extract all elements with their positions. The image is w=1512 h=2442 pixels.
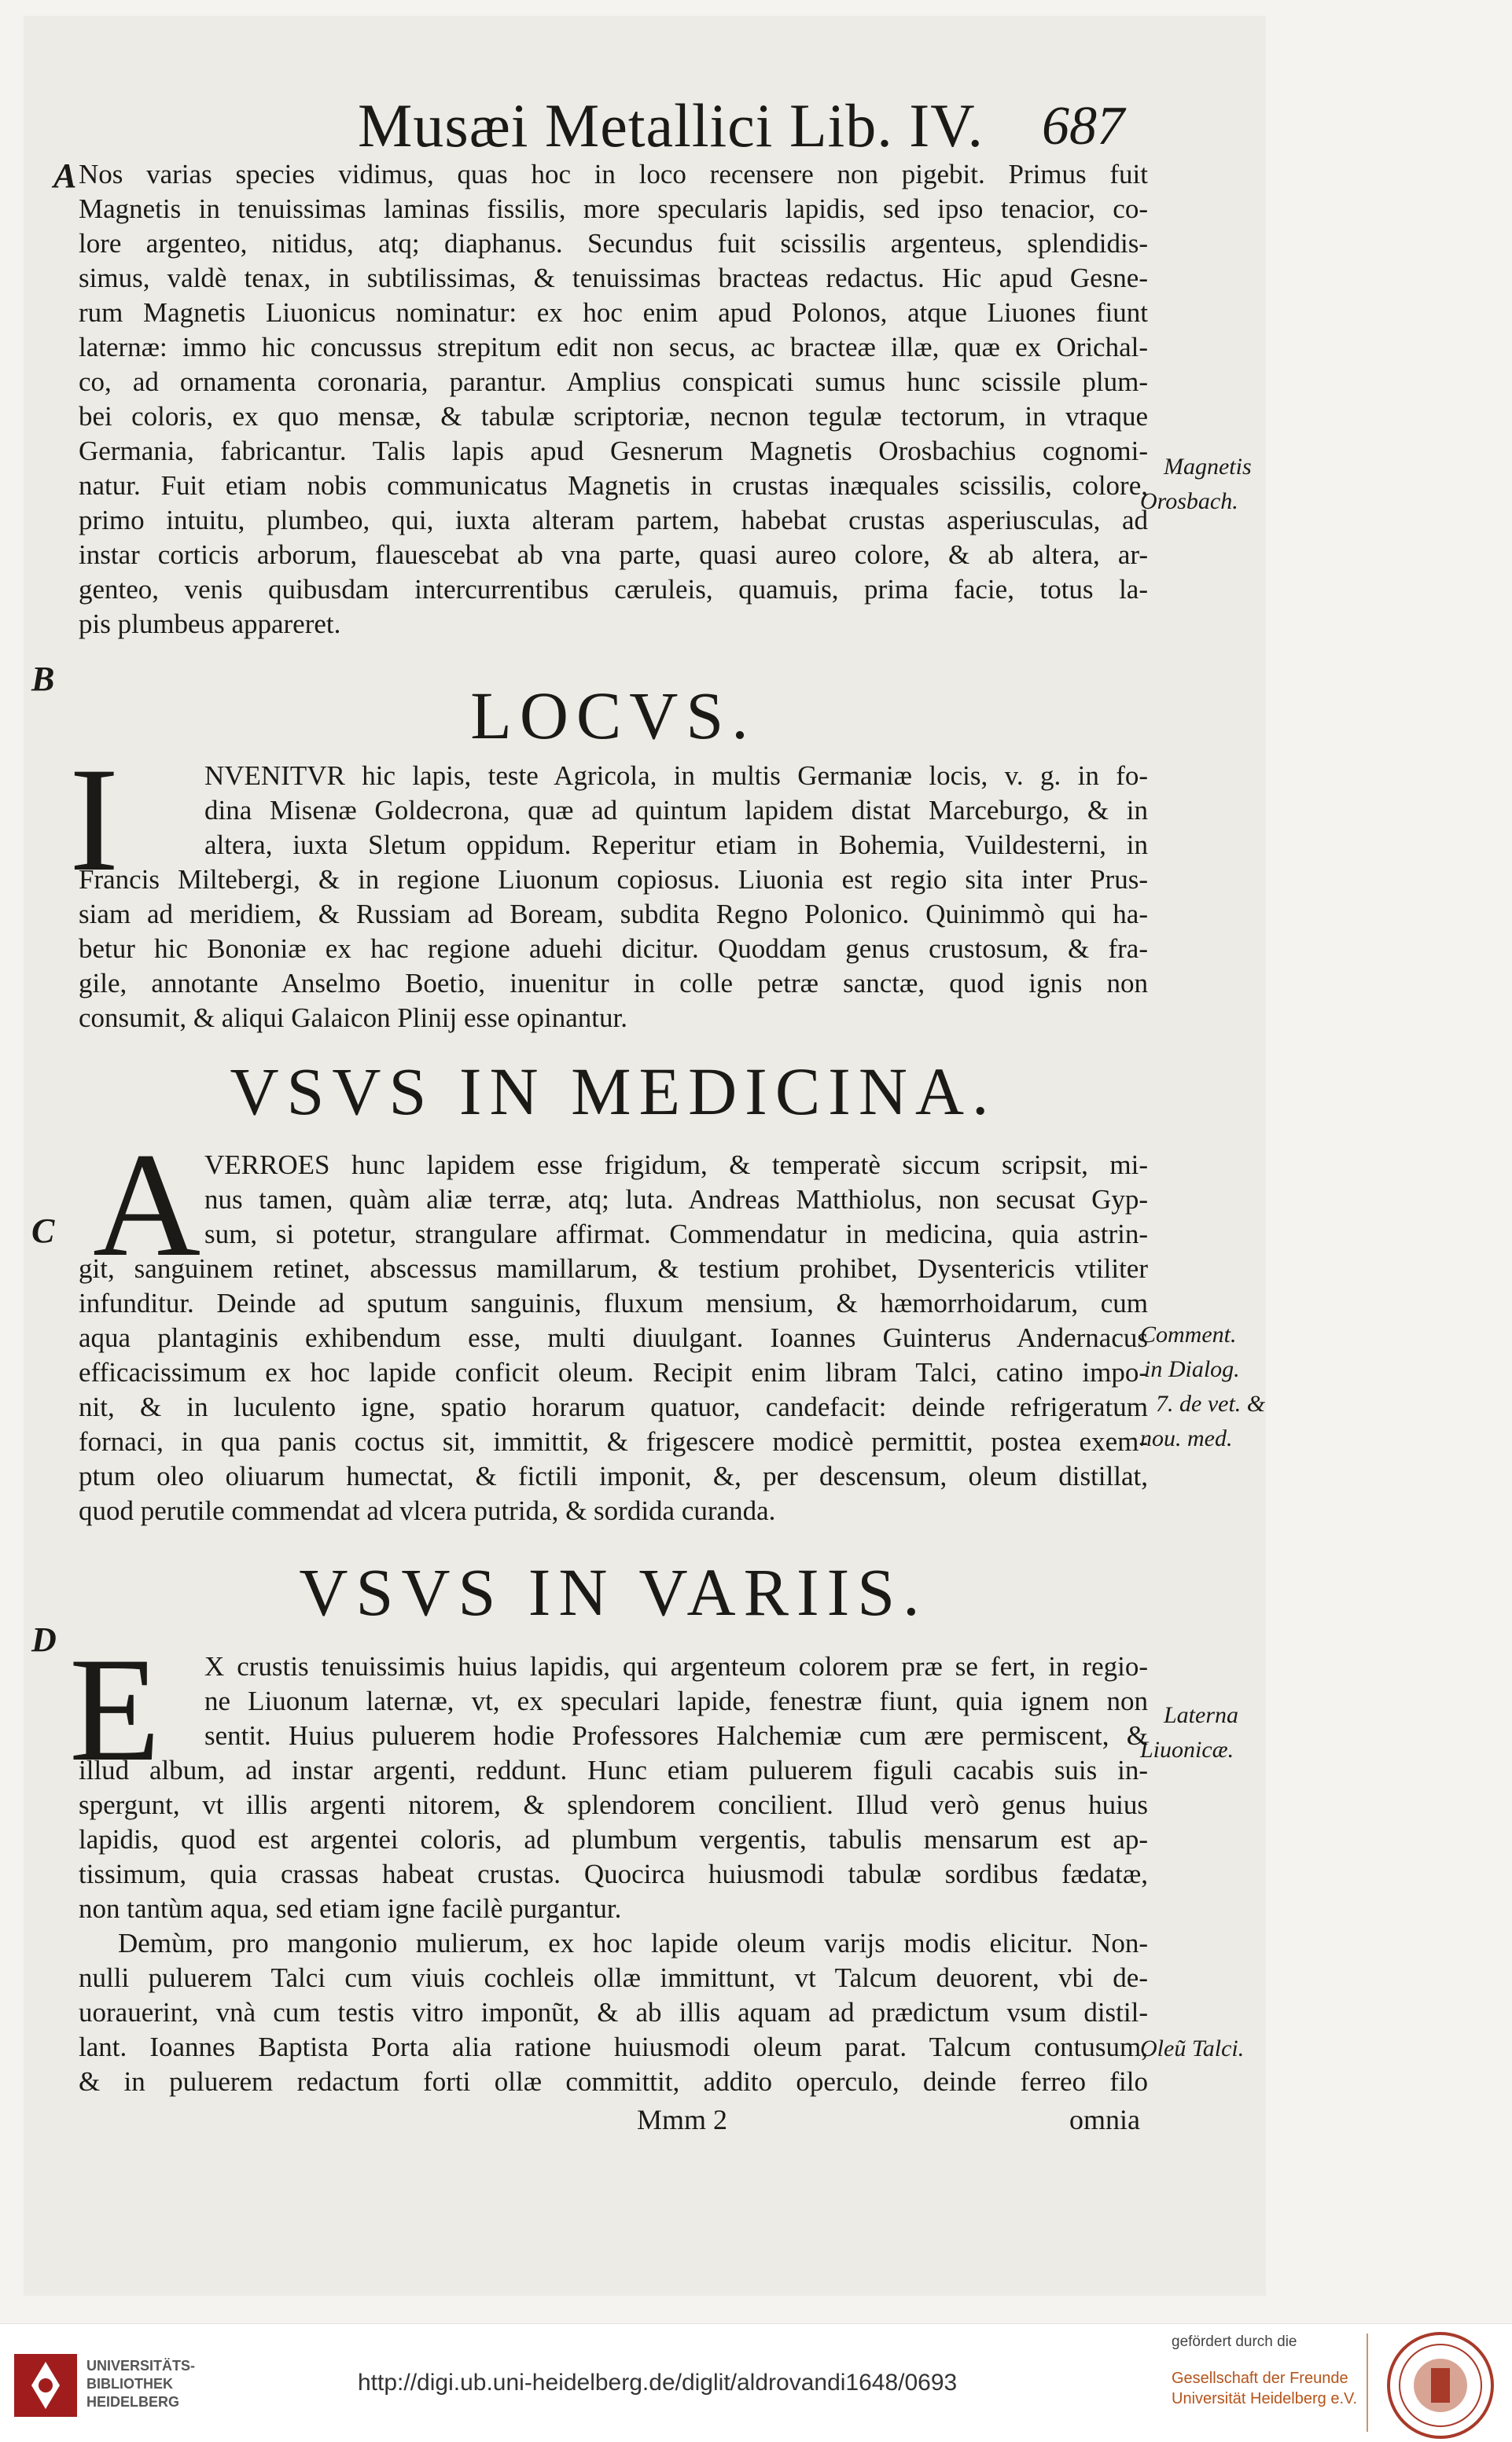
text-line: betur hic Bononiæ ex hac regione aduehi dicitur. Quoddam genus crustosum, & fra- [79,933,1148,964]
page-number: 687 [1042,96,1124,156]
signature-mark: Mmm 2 [637,2104,728,2135]
text-line: siam ad meridiem, & Russiam ad Boream, subdita Regno Polonico. Quinimmò qui ha- [79,899,1148,929]
text-line: bei coloris, ex quo mensæ, & tabulæ scriptoriæ, necnon tegulæ tectorum, in vtraque [79,401,1148,432]
text-line: genteo, venis quibusdam intercurrentibus cæruleis, quamuis, prima facie, totus la- [79,574,1148,605]
text-line: nulli puluerem Talci cum viuis cochleis ollæ immittunt, vt Talcum deuorent, vbi de- [79,1962,1148,1993]
heading-usus-in-variis: VSVS IN VARIIS. [299,1554,928,1630]
text-line: X crustis tenuissimis huius lapidis, qui argenteum colorem præ se fert, in regio- [204,1651,1148,1682]
text-line: illud album, ad instar argenti, reddunt. Hunc etiam puluerem figuli cacabis suis in- [79,1755,1148,1786]
text-line: laternæ: immo hic concussus strepitum edit non secus, ac bracteæ illæ, quæ ex Orichal- [79,332,1148,362]
text-line: aqua plantaginis exhibendum esse, multi diuulgant. Ioannes Guinterus Andernacus [79,1322,1148,1353]
university-seal-icon [1385,2330,1495,2440]
margin-note-magnetis: Magnetis [1164,454,1252,480]
margin-marker-c: C [31,1212,55,1250]
text-line: ptum oleo oliuarum humectat, & fictili imponit, &, per descensum, oleum distillat, [79,1461,1148,1491]
drop-cap-a: A [93,1123,201,1288]
text-line: rum Magnetis Liuonicus nominatur: ex hoc enim apud Polonos, atque Liuones fiunt [79,297,1148,328]
text-line: infunditur. Deinde ad sputum sanguinis, fluxum mensium, & hæmorrhoidarum, cum [79,1288,1148,1318]
paragraph-locus [79,759,1148,1035]
text-line: consumit, & aliqui Galaicon Plinij esse opinantur. [79,1002,627,1033]
library-name [86,2357,195,2411]
margin-note-oleum-talci: Oleũ Talci. [1140,2036,1245,2061]
text-line: & in puluerem redactum forti ollæ committit, addito operculo, deinde ferreo filo [79,2066,1148,2097]
margin-note-orosbach: Orosbach. [1140,488,1238,514]
margin-note-laterna: Laterna [1164,1702,1239,1728]
text-line: quod perutile commendat ad vlcera putrida, & sordida curanda. [79,1495,776,1526]
text-line: spergunt, vt illis argenti nitorem, & splendorem concilient. Illud verò genus huius [79,1789,1148,1820]
text-line: simus, valdè tenax, in subtilissimas, & tenuissimas bracteas redactus. Hic apud Gesne- [79,263,1148,293]
sponsor-name-line: Gesellschaft der Freunde [1172,2370,1348,2387]
text-line: co, ad ornamenta coronaria, parantur. Amplius conspicati sumus hunc scissile plum- [79,366,1148,397]
text-line: altera, iuxta Sletum oppidum. Reperitur etiam in Bohemia, Vuildesterni, in [204,829,1148,860]
library-name-line: BIBLIOTHEK [86,2376,173,2392]
text-line: lant. Ioannes Baptista Porta alia ratione huiusmodi oleum parat. Talcum contusum, [79,2032,1148,2062]
sponsor-label: gefördert durch die [1172,2334,1297,2350]
text-line: gile, annotante Anselmo Boetio, inuenitur in colle petræ sanctæ, quod ignis non [79,968,1148,998]
sponsor-divider [1367,2334,1368,2432]
margin-note-dialog: in Dialog. [1144,1356,1240,1382]
text-line: primo intuitu, plumbeo, qui, iuxta alteram partem, habebat crustas asperiusculas, ad [79,505,1148,535]
text-line: Francis Miltebergi, & in regione Liuonum copiosus. Liuonia est regio sita inter Prus- [79,864,1148,895]
text-line: Demùm, pro mangonio mulierum, ex hoc lapide oleum varijs modis elicitur. Non- [118,1928,1148,1958]
text-line: sum, si potetur, strangulare affirmat. Commendatur in medicina, quia astrin- [204,1219,1148,1249]
library-logo-icon[interactable] [14,2354,77,2417]
text-line: nit, & in luculento igne, spatio horarum quatuor, candefacit: deinde refrigeratum [79,1392,1148,1422]
margin-marker-b: B [31,660,55,698]
text-line: Nos varias species vidimus, quas hoc in loco recensere non pigebit. Primus fuit [79,159,1148,189]
margin-note-liuonicae: Liuonicæ. [1140,1737,1234,1763]
library-name-line: HEIDELBERG [86,2394,180,2410]
running-title: Musæi Metallici Lib. IV. [358,91,984,160]
text-line: tissimum, quia crassas habeat crustas. Quocirca huiusmodi tabulæ sordibus fædatæ, [79,1859,1148,1889]
text-line: VERROES hunc lapidem esse frigidum, & temperatè siccum scripsit, mi- [204,1149,1148,1180]
text-line: efficacissimum ex hoc lapide conficit oleum. Recipit enim libram Talci, catino impo- [79,1357,1148,1388]
paragraph-variis [79,1649,1148,2099]
book-page [24,16,1266,2296]
drop-cap-e: E [69,1627,161,1793]
library-name-line: UNIVERSITÄTS- [86,2358,196,2374]
sponsor-name-line: Universität Heidelberg e.V. [1172,2390,1358,2407]
text-line: dina Misenæ Goldecrona, quæ ad quintum lapidem distat Marceburgo, & in [204,795,1148,826]
heading-usus-in-medicina: VSVS IN MEDICINA. [230,1054,997,1129]
paragraph-magnetis-species [79,157,1148,642]
margin-marker-a: A [53,156,77,195]
source-url-link[interactable]: http://digi.ub.uni-heidelberg.de/diglit/aldrovandi1648/0693 [358,2370,958,2396]
text-line: pis plumbeus appareret. [79,609,341,639]
text-line: Germania, fabricantur. Talis lapis apud Gesnerum Magnetis Orosbachius cognomi- [79,436,1148,466]
text-line: Magnetis in tenuissimas laminas fissilis, more specularis lapidis, sed ipso tenacior, co- [79,193,1148,224]
text-line: ne Liuonum laternæ, vt, ex speculari lapide, fenestræ fiunt, quia ignem non [204,1686,1148,1716]
margin-note-comment: Comment. [1140,1322,1237,1348]
text-line: fornaci, in qua panis coctus sit, immittit, & frigescere modicè permittit, postea exem- [79,1426,1148,1457]
paragraph-medicina [79,1148,1148,1528]
text-line: uorauerint, vnà cum testis vitro imponũt, & ab illis aquam ad prædictum vsum distil- [79,1997,1148,2028]
text-line: natur. Fuit etiam nobis communicatus Magnetis in crustas inæquales scissilis, colore, [79,470,1148,501]
margin-marker-d: D [31,1620,57,1659]
sponsor-name[interactable] [1172,2368,1357,2409]
text-line: instar corticis arborum, flauescebat ab vna parte, quasi aureo colore, & ab altera, ar- [79,539,1148,570]
text-line: git, sanguinem retinet, abscessus mamillarum, & testium prohibet, Dysentericis vtiliter [79,1253,1148,1284]
text-line: lore argenteo, nitidus, atq; diaphanus. Secundus fuit scissilis argenteus, splendidis- [79,228,1148,259]
margin-note-nou-med: nou. med. [1140,1425,1233,1451]
text-line: non tantùm aqua, sed etiam igne facilè purgantur. [79,1893,622,1924]
catchword: omnia [1069,2104,1140,2135]
drop-cap-i: I [69,737,120,903]
digitization-banner [0,2323,1512,2442]
heading-locus: LOCVS. [470,678,756,753]
text-line: nus tamen, quàm aliæ terræ, atq; luta. Andreas Matthiolus, non secusat Gyp- [204,1184,1148,1215]
text-line: sentit. Huius puluerem hodie Professores Halchemiæ cum ære permiscent, & [204,1720,1148,1751]
margin-note-de-vet: 7. de vet. & [1156,1391,1266,1417]
text-line: NVENITVR hic lapis, teste Agricola, in multis Germaniæ locis, v. g. in fo- [204,760,1148,791]
text-line: lapidis, quod est argentei coloris, ad plumbum vergentis, tabulis mensarum est ap- [79,1824,1148,1855]
